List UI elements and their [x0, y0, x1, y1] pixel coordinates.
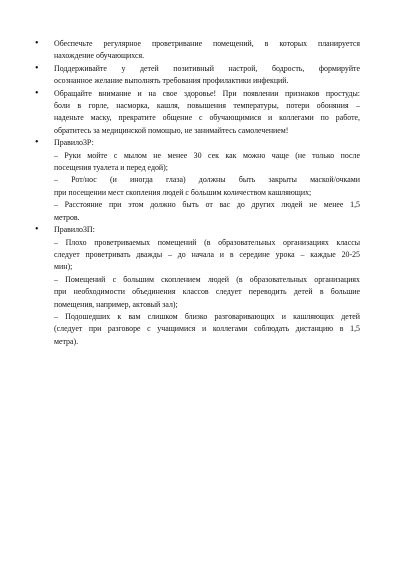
- recommendations-list: [35, 38, 360, 348]
- list-item-rule-3p: [35, 224, 360, 348]
- text-line: • Поддерживайте у детей позитивный настрой, бодрость, формируйте: [54, 63, 360, 73]
- text-line: (следует при разговоре с учащимися и коллегами соблюдать дистанцию в 1,5: [54, 324, 360, 334]
- text-line: следует проветривать дважды – до начала и в середине урока – каждые 20-25: [54, 249, 360, 259]
- text-line: – Подошедших к вам слишком близко разговаривающих и кашляющих детей: [54, 311, 360, 321]
- text-line: посещения туалета и перед едой);: [54, 163, 168, 173]
- text-line: осознанное желание выполнять требования профилактики инфекций.: [54, 76, 289, 86]
- text-line: • Обращайте внимание и на свое здоровье! При появлении признаков простуды:: [54, 88, 360, 98]
- text-line: метра).: [54, 336, 79, 346]
- text-line: при посещении мест скопления людей с большим количеством кашляющих;: [54, 187, 312, 197]
- text-line: – Руки мойте с мылом не менее 30 сек как можно чаще (не только после: [54, 150, 360, 160]
- text-line: мин);: [54, 262, 73, 272]
- text-line: • Обеспечьте регулярное проветривание помещений, в которых планируется: [54, 39, 360, 48]
- list-item-positive-mood: [35, 63, 360, 88]
- text-line: – Расстояние при этом должно быть от вас до других людей не менее 1,5: [54, 200, 360, 210]
- text-line: помещения, например, актовый зал);: [54, 299, 178, 309]
- text-line: боли в горле, насморка, кашля, повышения температуры, потери обоняния –: [54, 101, 360, 111]
- text-line: при необходимости объединения классов следует переводить детей в большие: [54, 287, 360, 297]
- text-line: – Плохо проветриваемых помещений (в образовательных организациях классы: [54, 237, 360, 247]
- list-item-rule-3r: [35, 137, 360, 224]
- text-line: – Помещений с большим скоплением людей (в образовательных организациях: [54, 274, 360, 284]
- text-line: нахождение обучающихся.: [54, 51, 145, 61]
- list-item-own-health: [35, 88, 360, 138]
- text-line: обратитесь за медицинской помощью, не занимайтесь самолечением!: [54, 125, 289, 135]
- list-item-ventilation: [35, 38, 360, 63]
- rule-heading: • Правило3П:: [54, 225, 95, 235]
- text-line: – Рот/нос (и иногда глаза) должны быть закрыты маской/очками: [54, 175, 360, 185]
- text-line: наденьте маску, прекратите общение с обучающимися и коллегами по работе,: [54, 113, 360, 123]
- rule-heading: • Правило3Р:: [54, 138, 94, 148]
- text-line: метров.: [54, 212, 80, 222]
